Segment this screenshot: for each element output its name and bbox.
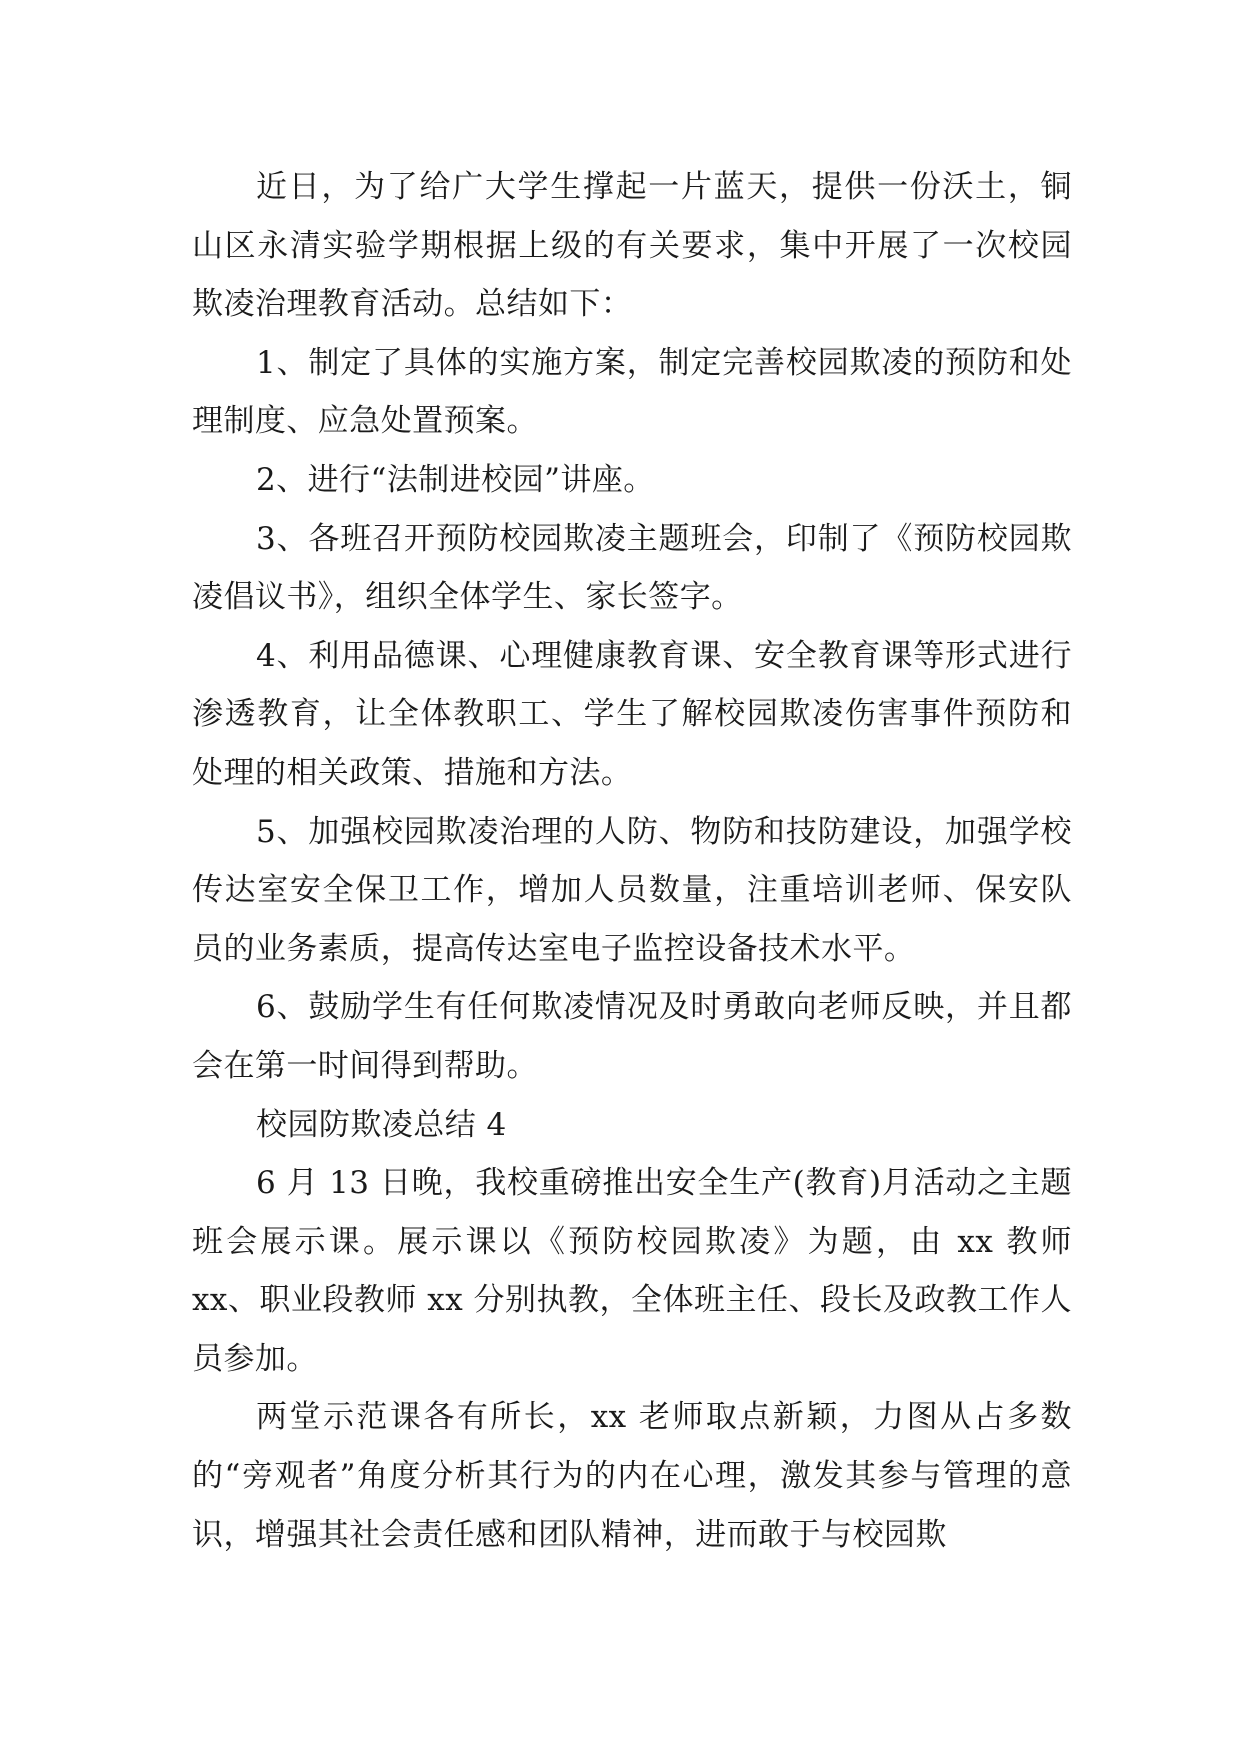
document-body <box>192 158 1072 1564</box>
section-heading: 校园防欺凌总结 4 <box>256 1106 507 1143</box>
paragraph-event: 6 月 13 日晚，我校重磅推出安全生产(教育)月活动之主题班会展示课。展示课以《预防校园欺凌》为题，由 xx 教师 xx、职业段教师 xx 分别执教，全体班主任、段长及政教工作人员参加。 <box>192 1165 1072 1377</box>
paragraph-item-3: 3、各班召开预防校园欺凌主题班会，印制了《预防校园欺凌倡议书》，组织全体学生、家长签字。 <box>192 520 1072 616</box>
paragraph-item-5: 5、加强校园欺凌治理的人防、物防和技防建设，加强学校传达室安全保卫工作，增加人员数量，注重培训老师、保安队员的业务素质，提高传达室电子监控设备技术水平。 <box>192 813 1072 967</box>
paragraph-item-1: 1、制定了具体的实施方案，制定完善校园欺凌的预防和处理制度、应急处置预案。 <box>192 344 1072 440</box>
paragraph-item-2: 2、进行“法制进校园”讲座。 <box>256 461 655 498</box>
paragraph-item-6: 6、鼓励学生有任何欺凌情况及时勇敢向老师反映，并且都会在第一时间得到帮助。 <box>192 989 1072 1084</box>
paragraph-item-4: 4、利用品德课、心理健康教育课、安全教育课等形式进行渗透教育，让全体教职工、学生了解校园欺凌伤害事件预防和处理的相关政策、措施和方法。 <box>192 637 1072 791</box>
paragraph-intro: 近日，为了给广大学生撑起一片蓝天，提供一份沃土，铜山区永清实验学期根据上级的有关要求，集中开展了一次校园欺凌治理教育活动。总结如下： <box>192 169 1072 323</box>
paragraph-lessons: 两堂示范课各有所长，xx 老师取点新颖，力图从占多数的“旁观者”角度分析其行为的内在心理，激发其参与管理的意识，增强其社会责任感和团队精神，进而敢于与校园欺 <box>192 1399 1072 1553</box>
